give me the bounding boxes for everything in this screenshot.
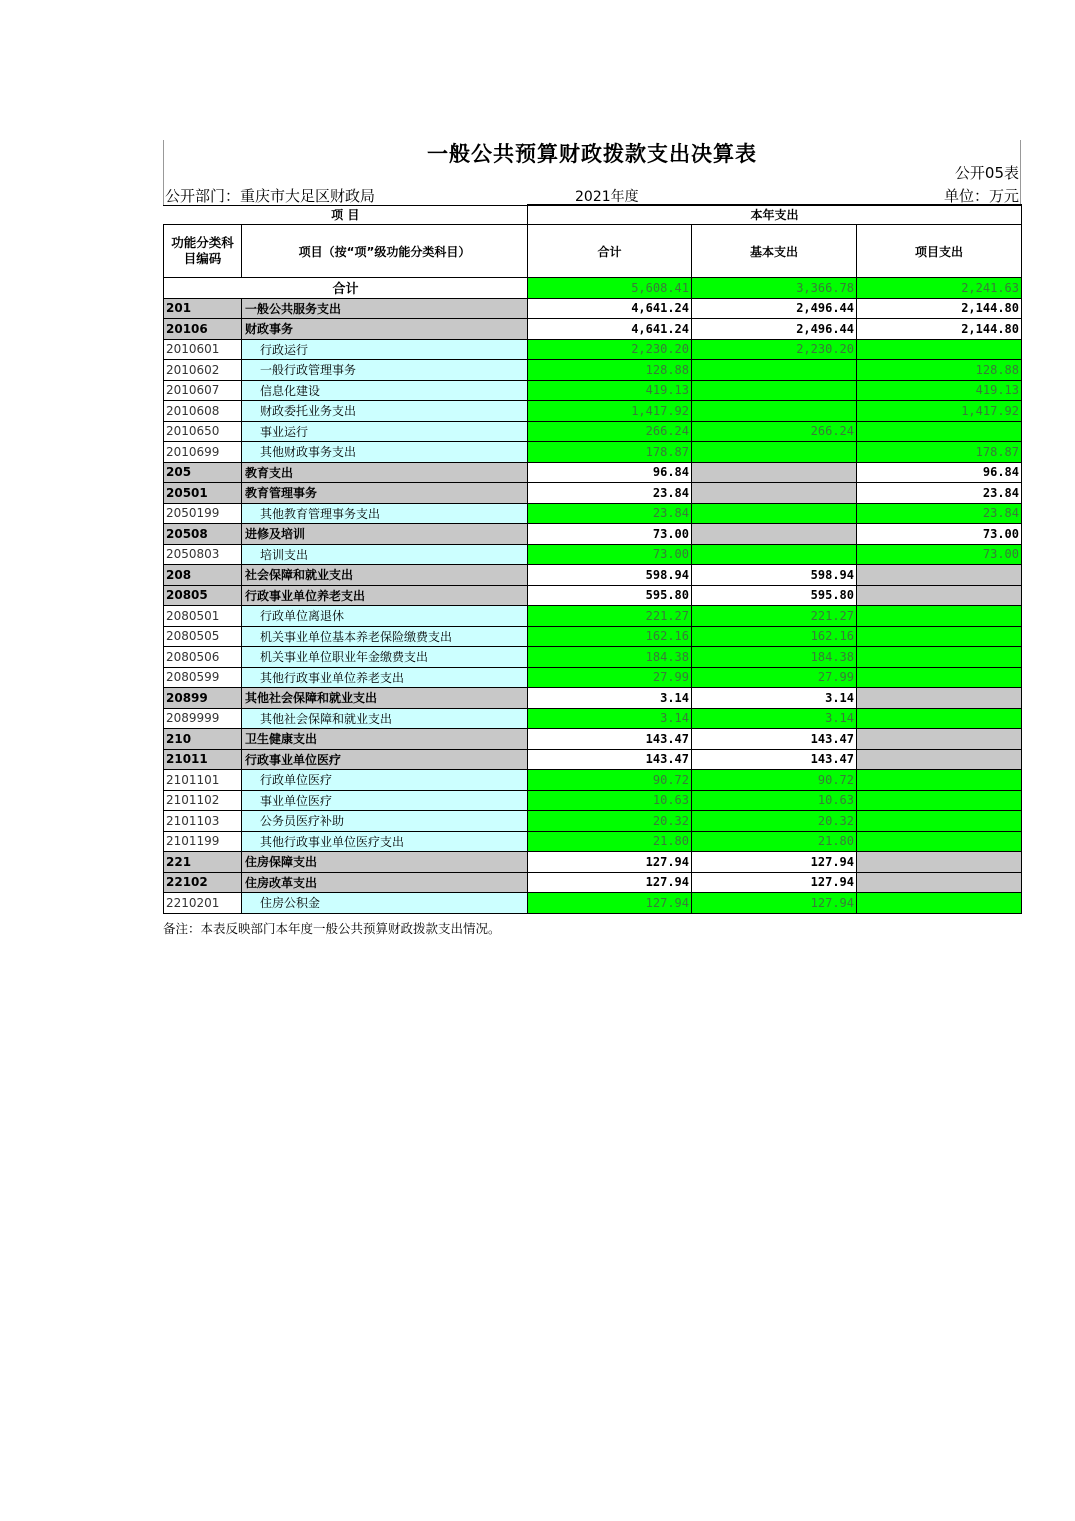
row-code: 2101103	[164, 811, 242, 832]
row-name: 其他行政事业单位养老支出	[242, 667, 528, 688]
row-project	[857, 585, 1022, 606]
row-code: 2050803	[164, 544, 242, 565]
item-row	[164, 626, 1022, 647]
row-code: 20805	[164, 585, 242, 606]
item-row	[164, 770, 1022, 791]
name-column-header: 项目（按“项”级功能分类科目）	[242, 225, 528, 278]
row-code: 2080501	[164, 606, 242, 627]
row-project: 1,417.92	[857, 401, 1022, 422]
row-project	[857, 647, 1022, 668]
row-name: 其他社会保障和就业支出	[242, 708, 528, 729]
row-basic: 127.94	[692, 852, 857, 873]
row-project	[857, 893, 1022, 914]
row-total: 4,641.24	[528, 298, 692, 319]
total-project: 2,241.63	[857, 278, 1022, 299]
expenditure-table	[163, 204, 1022, 914]
row-code: 210	[164, 729, 242, 750]
row-name: 其他社会保障和就业支出	[242, 688, 528, 709]
row-project	[857, 688, 1022, 709]
row-project	[857, 872, 1022, 893]
row-total: 10.63	[528, 790, 692, 811]
row-total: 21.80	[528, 831, 692, 852]
row-total: 90.72	[528, 770, 692, 791]
unit-label: 单位：万元	[943, 187, 1019, 205]
item-row	[164, 790, 1022, 811]
row-total: 143.47	[528, 749, 692, 770]
item-row	[164, 421, 1022, 442]
total-amount: 5,608.41	[528, 278, 692, 299]
footnote: 备注：本表反映部门本年度一般公共预算财政拨款支出情况。	[163, 921, 501, 936]
row-basic: 127.94	[692, 872, 857, 893]
item-row	[164, 380, 1022, 401]
row-code: 2101101	[164, 770, 242, 791]
row-name: 卫生健康支出	[242, 729, 528, 750]
row-project: 178.87	[857, 442, 1022, 463]
row-project: 2,144.80	[857, 319, 1022, 340]
row-basic	[692, 401, 857, 422]
category-row	[164, 462, 1022, 483]
row-total: 23.84	[528, 483, 692, 504]
row-name: 行政事业单位养老支出	[242, 585, 528, 606]
row-basic	[692, 380, 857, 401]
row-total: 143.47	[528, 729, 692, 750]
basic-column-header: 基本支出	[692, 225, 857, 278]
row-project	[857, 811, 1022, 832]
row-total: 127.94	[528, 872, 692, 893]
row-basic: 2,496.44	[692, 319, 857, 340]
row-basic: 2,496.44	[692, 298, 857, 319]
row-project	[857, 421, 1022, 442]
row-basic: 127.94	[692, 893, 857, 914]
row-basic: 90.72	[692, 770, 857, 791]
row-name: 机关事业单位基本养老保险缴费支出	[242, 626, 528, 647]
category-row	[164, 852, 1022, 873]
row-basic: 221.27	[692, 606, 857, 627]
fiscal-year: 2021年度	[575, 189, 639, 205]
category-row	[164, 749, 1022, 770]
row-total: 96.84	[528, 462, 692, 483]
item-row	[164, 708, 1022, 729]
department-label: 公开部门：重庆市大足区财政局	[165, 187, 376, 205]
row-total: 598.94	[528, 565, 692, 586]
total-label: 合计	[164, 278, 528, 299]
row-code: 2010608	[164, 401, 242, 422]
row-project: 128.88	[857, 360, 1022, 381]
item-row	[164, 831, 1022, 852]
row-code: 20106	[164, 319, 242, 340]
row-basic: 2,230.20	[692, 339, 857, 360]
row-name: 教育管理事务	[242, 483, 528, 504]
project-column-header: 项目支出	[857, 225, 1022, 278]
row-project	[857, 565, 1022, 586]
row-code: 20501	[164, 483, 242, 504]
row-project	[857, 729, 1022, 750]
row-total: 128.88	[528, 360, 692, 381]
row-name: 社会保障和就业支出	[242, 565, 528, 586]
row-code: 208	[164, 565, 242, 586]
row-name: 教育支出	[242, 462, 528, 483]
total-row	[164, 278, 1022, 299]
row-total: 595.80	[528, 585, 692, 606]
total-column-header: 合计	[528, 225, 692, 278]
row-code: 2080505	[164, 626, 242, 647]
category-row	[164, 524, 1022, 545]
row-name: 一般公共服务支出	[242, 298, 528, 319]
row-name: 行政运行	[242, 339, 528, 360]
row-code: 2010607	[164, 380, 242, 401]
row-total: 2,230.20	[528, 339, 692, 360]
category-row	[164, 565, 1022, 586]
row-basic: 3.14	[692, 708, 857, 729]
row-total: 3.14	[528, 708, 692, 729]
row-code: 21011	[164, 749, 242, 770]
item-row	[164, 811, 1022, 832]
row-code: 2010699	[164, 442, 242, 463]
row-code: 205	[164, 462, 242, 483]
row-project: 23.84	[857, 483, 1022, 504]
row-project	[857, 339, 1022, 360]
row-basic	[692, 483, 857, 504]
row-code: 20508	[164, 524, 242, 545]
item-group-header: 项 目	[164, 205, 528, 225]
category-row	[164, 688, 1022, 709]
item-row	[164, 893, 1022, 914]
row-project: 96.84	[857, 462, 1022, 483]
row-name: 行政单位离退休	[242, 606, 528, 627]
row-total: 4,641.24	[528, 319, 692, 340]
category-row	[164, 298, 1022, 319]
row-project	[857, 790, 1022, 811]
row-total: 73.00	[528, 524, 692, 545]
row-project: 2,144.80	[857, 298, 1022, 319]
row-basic: 10.63	[692, 790, 857, 811]
row-basic	[692, 360, 857, 381]
item-row	[164, 606, 1022, 627]
row-project	[857, 831, 1022, 852]
item-row	[164, 544, 1022, 565]
row-name: 信息化建设	[242, 380, 528, 401]
row-project: 419.13	[857, 380, 1022, 401]
row-code: 2080506	[164, 647, 242, 668]
row-code: 2101102	[164, 790, 242, 811]
row-total: 23.84	[528, 503, 692, 524]
row-code: 2080599	[164, 667, 242, 688]
row-basic: 143.47	[692, 729, 857, 750]
row-code: 2089999	[164, 708, 242, 729]
row-project: 73.00	[857, 544, 1022, 565]
row-project	[857, 770, 1022, 791]
page-title: 一般公共预算财政拨款支出决算表	[427, 142, 757, 166]
row-basic: 598.94	[692, 565, 857, 586]
row-total: 27.99	[528, 667, 692, 688]
item-row	[164, 667, 1022, 688]
row-project	[857, 626, 1022, 647]
row-basic: 27.99	[692, 667, 857, 688]
row-name: 行政单位医疗	[242, 770, 528, 791]
row-project	[857, 606, 1022, 627]
row-basic: 595.80	[692, 585, 857, 606]
row-basic	[692, 442, 857, 463]
form-number: 公开05表	[954, 164, 1019, 182]
row-basic: 162.16	[692, 626, 857, 647]
row-basic: 3.14	[692, 688, 857, 709]
row-name: 其他行政事业单位医疗支出	[242, 831, 528, 852]
item-row	[164, 401, 1022, 422]
row-name: 机关事业单位职业年金缴费支出	[242, 647, 528, 668]
row-name: 一般行政管理事务	[242, 360, 528, 381]
row-name: 住房公积金	[242, 893, 528, 914]
row-name: 其他教育管理事务支出	[242, 503, 528, 524]
row-project	[857, 852, 1022, 873]
row-basic	[692, 544, 857, 565]
row-basic	[692, 524, 857, 545]
row-basic	[692, 462, 857, 483]
row-project	[857, 749, 1022, 770]
row-name: 住房保障支出	[242, 852, 528, 873]
header-row-2	[164, 225, 1022, 278]
row-code: 2010602	[164, 360, 242, 381]
row-total: 184.38	[528, 647, 692, 668]
row-basic: 21.80	[692, 831, 857, 852]
header-row-1	[164, 205, 1022, 225]
row-project	[857, 667, 1022, 688]
row-code: 20899	[164, 688, 242, 709]
category-row	[164, 729, 1022, 750]
row-basic: 143.47	[692, 749, 857, 770]
row-total: 1,417.92	[528, 401, 692, 422]
row-name: 进修及培训	[242, 524, 528, 545]
item-row	[164, 339, 1022, 360]
row-project: 23.84	[857, 503, 1022, 524]
category-row	[164, 872, 1022, 893]
row-total: 221.27	[528, 606, 692, 627]
row-code: 2050199	[164, 503, 242, 524]
item-row	[164, 647, 1022, 668]
row-basic	[692, 503, 857, 524]
row-code: 22102	[164, 872, 242, 893]
code-column-header: 功能分类科目编码	[164, 225, 242, 278]
item-row	[164, 503, 1022, 524]
meta-bar	[163, 183, 1021, 206]
row-project: 73.00	[857, 524, 1022, 545]
row-name: 其他财政事务支出	[242, 442, 528, 463]
row-code: 2210201	[164, 893, 242, 914]
total-basic: 3,366.78	[692, 278, 857, 299]
row-code: 201	[164, 298, 242, 319]
row-name: 财政委托业务支出	[242, 401, 528, 422]
current-year-header: 本年支出	[528, 205, 1022, 225]
row-total: 127.94	[528, 893, 692, 914]
item-row	[164, 360, 1022, 381]
row-basic: 184.38	[692, 647, 857, 668]
category-row	[164, 483, 1022, 504]
row-basic: 20.32	[692, 811, 857, 832]
row-name: 培训支出	[242, 544, 528, 565]
row-name: 财政事务	[242, 319, 528, 340]
row-name: 公务员医疗补助	[242, 811, 528, 832]
category-row	[164, 585, 1022, 606]
row-total: 178.87	[528, 442, 692, 463]
row-code: 2010650	[164, 421, 242, 442]
row-code: 2101199	[164, 831, 242, 852]
row-total: 266.24	[528, 421, 692, 442]
row-total: 162.16	[528, 626, 692, 647]
row-total: 3.14	[528, 688, 692, 709]
row-basic: 266.24	[692, 421, 857, 442]
row-name: 事业单位医疗	[242, 790, 528, 811]
row-name: 住房改革支出	[242, 872, 528, 893]
row-name: 事业运行	[242, 421, 528, 442]
item-row	[164, 442, 1022, 463]
row-name: 行政事业单位医疗	[242, 749, 528, 770]
row-total: 419.13	[528, 380, 692, 401]
row-total: 73.00	[528, 544, 692, 565]
row-code: 221	[164, 852, 242, 873]
row-project	[857, 708, 1022, 729]
row-total: 20.32	[528, 811, 692, 832]
row-code: 2010601	[164, 339, 242, 360]
row-total: 127.94	[528, 852, 692, 873]
category-row	[164, 319, 1022, 340]
